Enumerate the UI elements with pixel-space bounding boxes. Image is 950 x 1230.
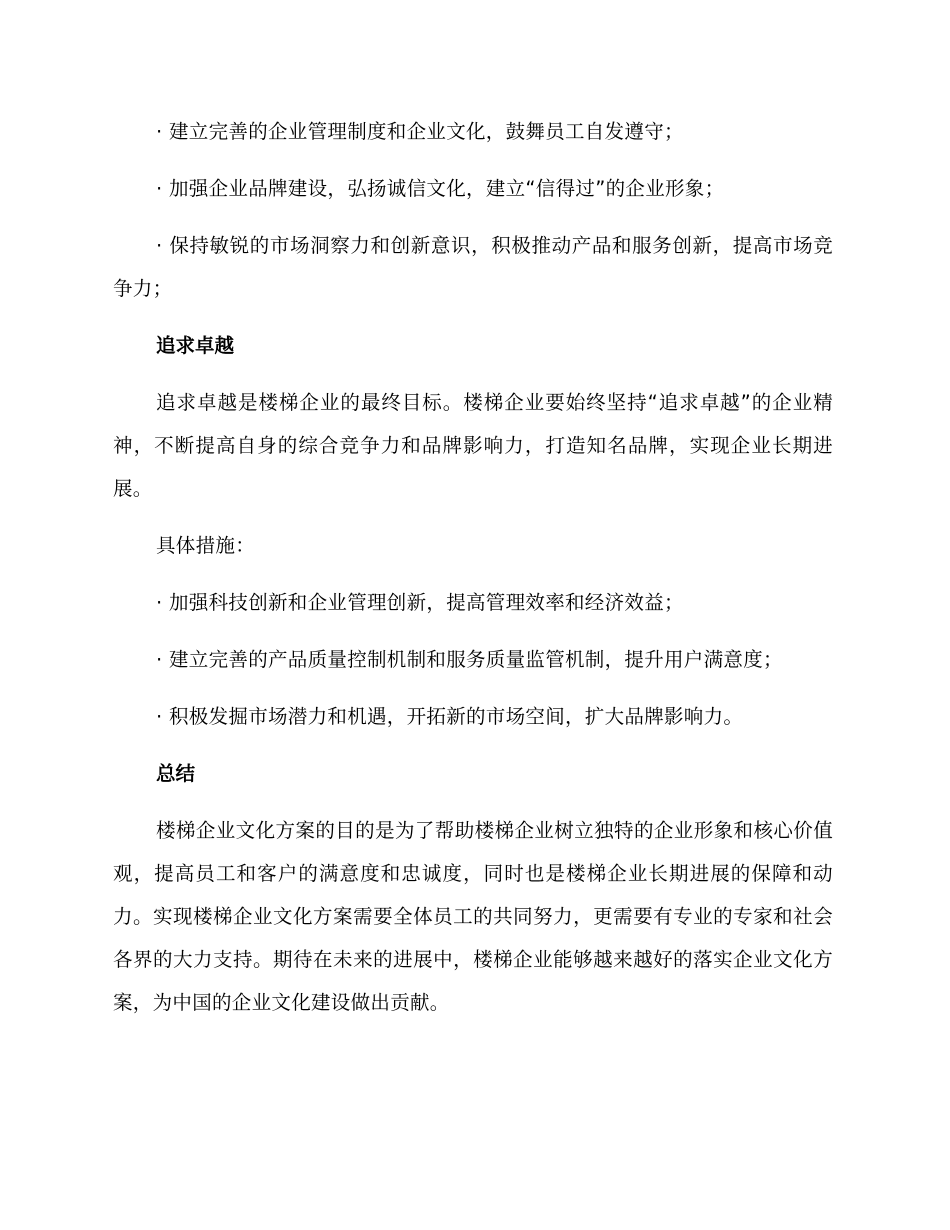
bullet-paragraph: · 加强科技创新和企业管理创新，提高管理效率和经济效益；: [156, 591, 684, 614]
bullet-paragraph: · 加强企业品牌建设，弘扬诚信文化，建立“信得过”的企业形象；: [156, 177, 725, 200]
bullet-paragraph: · 建立完善的产品质量控制机制和服务质量监管机制，提升用户满意度；: [156, 648, 783, 671]
body-paragraph: 具体措施：: [156, 534, 256, 557]
bullet-paragraph: · 积极发掘市场潜力和机遇，开拓新的市场空间，扩大品牌影响力。: [156, 705, 744, 728]
section-heading: 总结: [156, 762, 196, 785]
section-heading: 追求卓越: [156, 334, 235, 357]
body-paragraph: 追求卓越是楼梯企业的最终目标。楼梯企业要始终坚持“追求卓越”的企业精神，不断提高自身的综合竞争力和品牌影响力，打造知名品牌，实现企业长期进展。: [113, 391, 833, 500]
body-paragraph: 楼梯企业文化方案的目的是为了帮助楼梯企业树立独特的企业形象和核心价值观，提高员工和客户的满意度和忠诚度，同时也是楼梯企业长期进展的保障和动力。实现楼梯企业文化方案需要全体员工的共同努力，更需要有专业的专家和社会各界的大力支持。期待在未来的进展中，楼梯企业能够越来越好的落实企业文化方案，为中国的企业文化建设做出贡献。: [113, 819, 833, 1014]
document-body: [113, 110, 833, 1024]
bullet-paragraph: · 建立完善的企业管理制度和企业文化，鼓舞员工自发遵守；: [156, 120, 684, 143]
bullet-paragraph: · 保持敏锐的市场洞察力和创新意识，积极推动产品和服务创新，提高市场竞争力；: [113, 234, 833, 300]
